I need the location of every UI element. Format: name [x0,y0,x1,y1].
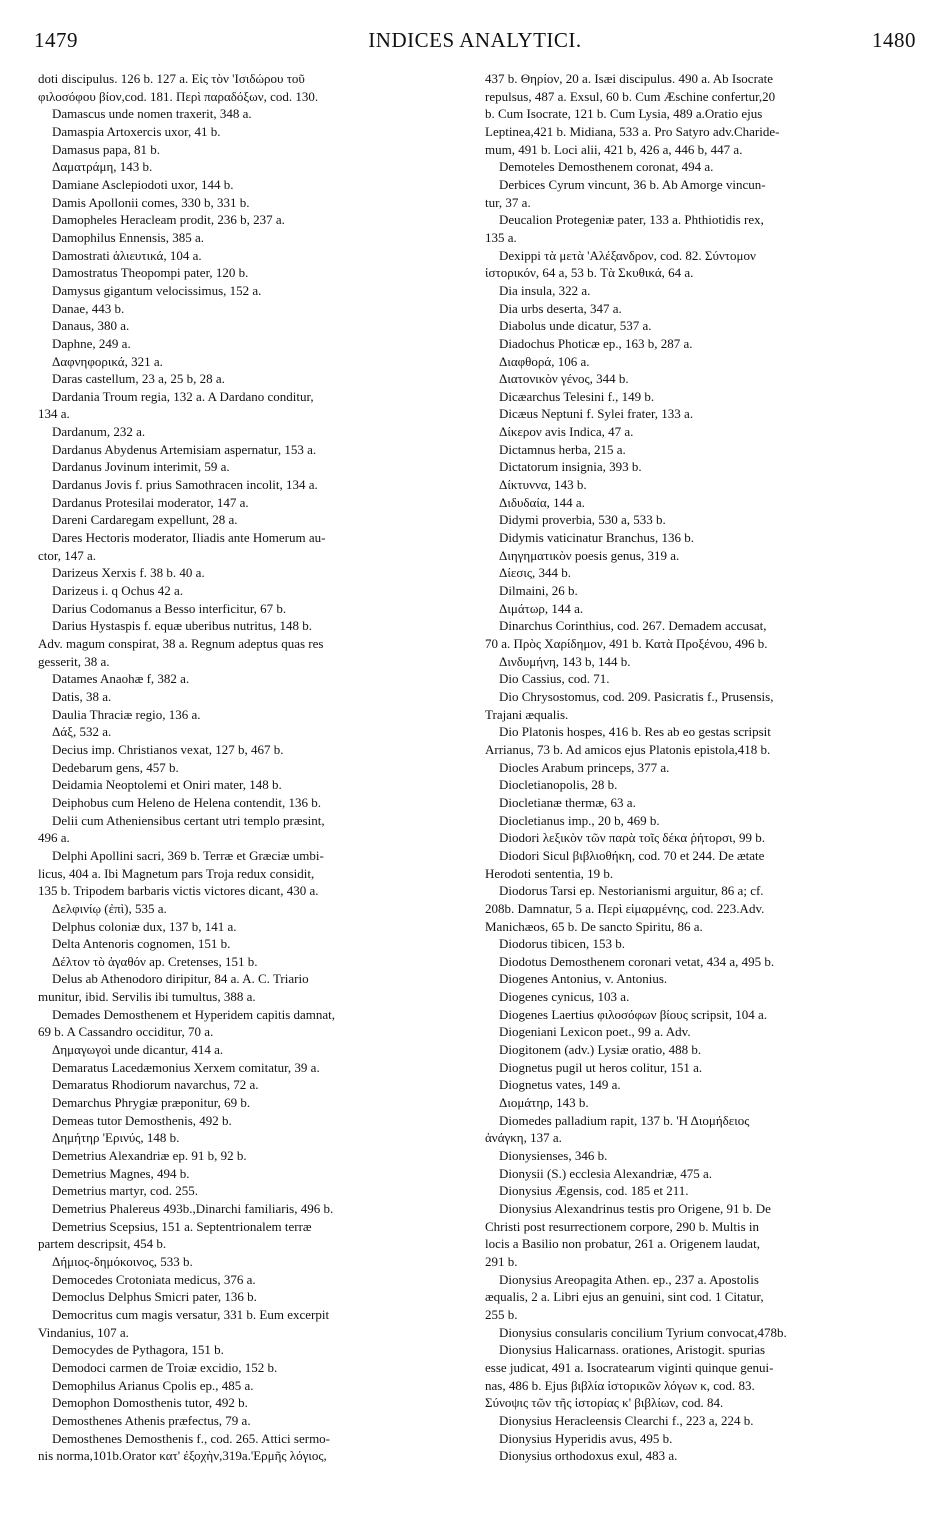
index-line: Dionysienses, 346 b. [499,1148,608,1164]
index-line: Demoteles Demosthenem coronat, 494 a. [499,159,714,175]
index-line: Diogeniani Lexicon poet., 99 a. Adv. [499,1024,691,1040]
index-line: Dicæarchus Telesini f., 149 b. [499,388,655,404]
index-line: Διατονικὸν γένος, 344 b. [499,371,629,387]
index-line: Dionysius Areopagita Athen. ep., 237 a. Apostolis [499,1271,759,1287]
index-line: Delta Antenoris cognomen, 151 b. [52,936,231,952]
index-line: Demetrius Scepsius, 151 a. Septentrionalem terræ [52,1218,312,1234]
index-line: Danaus, 380 a. [52,318,130,334]
index-line: Δίκερον avis Indica, 47 a. [499,424,634,440]
index-line: Darius Codomanus a Besso interficitur, 67 b. [52,600,287,616]
page-header [34,28,916,68]
index-line: Didymis vaticinatur Branchus, 136 b. [499,530,694,546]
index-line: Derbices Cyrum vincunt, 36 b. Ab Amorge vincun- [499,176,766,192]
index-line: æqualis, 2 a. Libri ejus an genuini, sint cod. 1 Citatur, [485,1289,764,1305]
index-line: Dardanus Protesilai moderator, 147 a. [52,494,249,510]
index-line: Datis, 38 a. [52,688,112,704]
index-line: nas, 486 b. Ejus βιβλία ἱστορικῶν λόγων κ, cod. 83. [485,1377,755,1393]
index-line: Delphi Apollini sacri, 369 b. Terræ et Græciæ umbi- [52,847,324,863]
index-line: Demaratus Rhodiorum navarchus, 72 a. [52,1077,259,1093]
index-line: Damophilus Ennensis, 385 a. [52,229,205,245]
index-line: Dedebarum gens, 457 b. [52,759,179,775]
index-line: 437 b. Θηρίον, 20 a. Isæi discipulus. 490 a. Ab Isocrate [485,71,774,86]
index-line: Δελφινίῳ (ἐπὶ), 535 a. [52,900,167,916]
index-line: esse judicat, 491 a. Isocratearum viginti quinque genui- [485,1359,774,1375]
index-line: Daphne, 249 a. [52,335,131,351]
index-line: 255 b. [485,1306,518,1322]
index-line: Decius imp. Christianos vexat, 127 b, 467 b. [52,741,284,757]
index-line: Diodori λεξικὸν τῶν παρὰ τοῖς δέκα ῥήτορσι, 99 b. [499,830,765,846]
index-line: Dionysius orthodoxus exul, 483 a. [499,1448,678,1464]
index-line: Dionysii (S.) ecclesia Alexandriæ, 475 a. [499,1165,713,1181]
index-line: Dionysius Halicarnass. orationes, Aristogit. spurias [499,1342,766,1358]
index-line: Demosthenes Athenis præfectus, 79 a. [52,1412,251,1428]
index-line: Demaratus Lacedæmonius Xerxem comitatur, 39 a. [52,1059,320,1075]
index-line: Δίεσις, 344 b. [499,565,571,581]
index-line: Christi post resurrectionem corpore, 290 b. Multis in [485,1218,760,1234]
index-line: Δημαγωγοὶ unde dicantur, 414 a. [52,1042,224,1058]
index-line: Dionysius Heracleensis Clearchi f., 223 a, 224 b. [499,1412,754,1428]
index-line: Delphus coloniæ dux, 137 b, 141 a. [52,918,237,934]
index-line: Dinarchus Corinthius, cod. 267. Demadem accusat, [499,618,767,634]
index-line: Damascus unde nomen traxerit, 348 a. [52,106,252,122]
index-line: Δίκτυννα, 143 b. [499,477,587,493]
index-line: Deiphobus cum Heleno de Helena contendit, 136 b. [52,794,321,810]
index-line: Damopheles Heracleam prodit, 236 b, 237 a. [52,212,285,228]
index-line: Delii cum Atheniensibus certant utri templo præsint, [52,812,325,828]
index-line: Democydes de Pythagora, 151 b. [52,1342,224,1358]
index-line: Demeas tutor Demosthenis, 492 b. [52,1112,232,1128]
index-line: Diocletianæ thermæ, 63 a. [499,794,636,810]
index-line: 70 a. Πρὸς Χαρίδημον, 491 b. Κατὰ Προξένου, 496 b. [485,636,768,651]
index-line: Darius Hystaspis f. equæ uberibus nutritus, 148 b. [52,618,312,634]
index-line: Demarchus Phrygiæ præponitur, 69 b. [52,1095,251,1111]
index-line: Δημήτηρ 'Ερινύς, 148 b. [52,1130,180,1146]
index-line: Darizeus Xerxis f. 38 b. 40 a. [52,565,205,581]
index-line: doti discipulus. 126 b. 127 a. Εἰς τὸν 'Ισιδώρου τοῦ [38,71,305,86]
index-line: Σύνοψις τῶν τῆς ἱστορίας κ' βιβλίων, cod. 84. [485,1395,724,1411]
index-line: Dictamnus herba, 215 a. [499,441,626,457]
page-title: INDICES ANALYTICI. [368,28,582,52]
index-line: Leptinea,421 b. Midiana, 533 a. Pro Satyro adv.Charide- [485,123,780,139]
index-line: Δάξ, 532 a. [52,724,112,740]
index-line: munitur, ibid. Servilis ibi tumultus, 388 a. [38,989,256,1005]
index-line: Δινδυμήνη, 143 b, 144 b. [499,653,631,669]
index-line: Dardania Troum regia, 132 a. A Dardano conditur, [52,388,314,404]
index-line: Δαματράμη, 143 b. [52,159,153,175]
index-line: Damasus papa, 81 b. [52,141,160,157]
index-line: 135 b. Tripodem barbaris victis victores dicant, 430 a. [38,883,319,899]
index-line: Διδυδαία, 144 a. [499,494,585,510]
index-line: gesserit, 38 a. [38,653,110,669]
index-line: Demetrius Alexandriæ ep. 91 b, 92 b. [52,1148,247,1164]
index-line: Democlus Delphus Smicri pater, 136 b. [52,1289,257,1305]
index-line: Demosthenes Demosthenis f., cod. 265. Attici sermo- [52,1430,331,1446]
index-line: Dardanum, 232 a. [52,424,146,440]
index-line: Dionysius Ægensis, cod. 185 et 211. [499,1183,689,1199]
index-line: Demophon Domosthenis tutor, 492 b. [52,1395,248,1411]
index-column-right [485,70,918,1465]
index-line: licus, 404 a. Ibi Magnetum pars Troja redux considit, [38,865,315,881]
index-line: ctor, 147 a. [38,547,96,563]
index-line: nis norma,101b.Orator κατ' ἐξοχὴν,319a.'Ερμῆς λόγιος, [38,1448,327,1464]
index-line: Diogenes cynicus, 103 a. [499,989,630,1005]
index-line: b. Cum Isocrate, 121 b. Cum Lysia, 489 a.Oratio ejus [485,106,763,122]
index-line: Diocles Arabum princeps, 377 a. [499,759,670,775]
index-line: Demetrius Phalereus 493b.,Dinarchi familiaris, 496 b. [52,1201,334,1216]
index-line: Demades Demosthenem et Hyperidem capitis damnat, [52,1006,336,1022]
index-line: Διαφθορά, 106 a. [499,353,590,369]
index-line: Diabolus unde dicatur, 537 a. [499,318,652,334]
index-line: Dio Chrysostomus, cod. 209. Pasicratis f., Prusensis, [499,688,774,704]
index-line: Dardanus Jovinum interimit, 59 a. [52,459,230,475]
index-line: Datames Anaohæ f, 382 a. [52,671,190,687]
index-line: Demetrius martyr, cod. 255. [52,1183,199,1199]
index-line: Dionysius Hyperidis avus, 495 b. [499,1430,673,1446]
index-line: Darizeus i. q Ochus 42 a. [52,583,184,599]
index-line: Deidamia Neoptolemi et Oniri mater, 148 b. [52,777,282,793]
index-line: Manichæos, 65 b. De sancto Spiritu, 86 a. [485,918,703,934]
index-line: Damaspia Artoxercis uxor, 41 b. [52,123,221,139]
index-line: Democedes Crotoniata medicus, 376 a. [52,1271,256,1287]
index-line: Diognetus vates, 149 a. [499,1077,621,1093]
index-line: Damysus gigantum velocissimus, 152 a. [52,282,262,298]
index-line: Adv. magum conspirat, 38 a. Regnum adeptus quas res [38,636,324,651]
index-line: Dictatorum insignia, 393 b. [499,459,642,475]
index-line: Vindanius, 107 a. [38,1324,129,1340]
index-line: Democritus cum magis versatur, 331 b. Eum excerpit [52,1306,330,1322]
index-line: Diocletianus imp., 20 b, 469 b. [499,812,660,828]
index-line: Damostratus Theopompi pater, 120 b. [52,265,249,281]
index-line: Delus ab Athenodoro diripitur, 84 a. A. C. Triario [52,971,309,987]
index-line: Demodoci carmen de Troiæ excidio, 152 b. [52,1359,278,1375]
index-line: Diogitonem (adv.) Lysiæ oratio, 488 b. [499,1042,702,1058]
index-line: Dicæus Neptuni f. Sylei frater, 133 a. [499,406,694,422]
index-line: Diadochus Photicæ ep., 163 b, 287 a. [499,335,693,351]
index-line: Didymi proverbia, 530 a, 533 b. [499,512,666,528]
index-line: Arrianus, 73 b. Ad amicos ejus Platonis epistola,418 b. [485,741,771,757]
index-line: ἀνάγκη, 137 a. [485,1130,562,1146]
index-line: partem descripsit, 454 b. [38,1236,167,1252]
page-number-right: 1480 [872,28,916,52]
index-line: Damis Apollonii comes, 330 b, 331 b. [52,194,250,210]
index-line: Διμάτωρ, 144 a. [499,600,584,616]
index-line: Dardanus Abydenus Artemisiam aspernatur, 153 a. [52,441,317,457]
index-line: Danae, 443 b. [52,300,125,316]
index-line: Diogenes Laertius φιλοσόφων βίους scripsit, 104 a. [499,1006,767,1022]
index-line: Trajani æqualis. [485,706,569,722]
index-line: mum, 491 b. Loci alii, 421 b, 426 a, 446 b, 447 a. [485,141,743,157]
index-line: 291 b. [485,1253,518,1269]
index-line: Dilmaini, 26 b. [499,583,578,599]
index-line: Dia insula, 322 a. [499,282,591,298]
index-line: Dio Platonis hospes, 416 b. Res ab eo gestas scripsit [499,724,771,740]
index-line: 134 a. [38,406,70,422]
index-line: Dareni Cardaregam expellunt, 28 a. [52,512,238,528]
index-line: Dio Cassius, cod. 71. [499,671,610,687]
index-line: Διηγηματικὸν poesis genus, 319 a. [499,547,680,563]
index-line: locis a Basilio non probatur, 261 a. Origenem laudat, [485,1236,760,1252]
index-line: Diodori Sicul βιβλιοθήκη, cod. 70 et 244. De ætate [499,847,765,863]
index-line: tur, 37 a. [485,194,531,210]
index-line: 135 a. [485,229,517,245]
page-number-left: 1479 [34,28,78,52]
index-line: Herodoti sententia, 19 b. [485,865,614,881]
index-line: Dia urbs deserta, 347 a. [499,300,622,316]
index-line: Daras castellum, 23 a, 25 b, 28 a. [52,371,225,387]
index-line: repulsus, 487 a. Exsul, 60 b. Cum Æschine confertur,20 [485,88,776,104]
index-line: Diodorus tibicen, 153 b. [499,936,626,952]
index-line: Dionysius Alexandrinus testis pro Origene, 91 b. De [499,1201,771,1216]
index-line: Dares Hectoris moderator, Iliadis ante Homerum au- [52,530,326,546]
index-line: Deucalion Protegeniæ pater, 133 a. Phthiotidis rex, [499,212,764,228]
index-line: Diomedes palladium rapit, 137 b. 'Η Διομήδειος [499,1112,750,1128]
index-line: 69 b. A Cassandro occiditur, 70 a. [38,1024,214,1040]
index-line: φιλοσόφου βίον,cod. 181. Περὶ παραδόξων, cod. 130. [38,88,319,104]
index-line: Διομάτηρ, 143 b. [499,1095,589,1111]
index-line: Δέλτον τὸ ἀγαθόν ap. Cretenses, 151 b. [52,953,258,969]
index-line: Dexippi τὰ μετὰ 'Αλέξανδρον, cod. 82. Σύντομον [499,247,756,263]
index-line: Δήμιος-δημόκοινος, 533 b. [52,1253,193,1269]
index-line: Diogenes Antonius, v. Antonius. [499,971,668,987]
index-line: Damiane Asclepiodoti uxor, 144 b. [52,176,234,192]
index-line: Dionysius consularis concilium Tyrium convocat,478b. [499,1324,787,1340]
index-column-left [38,70,471,1465]
index-line: Daulia Thraciæ regio, 136 a. [52,706,201,722]
index-line: Damostrati ἁλιευτικά, 104 a. [52,247,202,263]
index-line: Diodorus Tarsi ep. Nestorianismi arguitur, 86 a; cf. [499,883,764,899]
index-line: 496 a. [38,830,70,846]
index-line: Diocletianopolis, 28 b. [499,777,618,793]
index-line: Diodotus Demosthenem coronari vetat, 434 a, 495 b. [499,953,775,969]
index-line: Diognetus pugil ut heros colitur, 151 a. [499,1059,703,1075]
index-line: ἱστορικόν, 64 a, 53 b. Τὰ Σκυθικά, 64 a. [485,265,694,281]
index-line: Demophilus Arianus Cpolis ep., 485 a. [52,1377,254,1393]
index-line: Demetrius Magnes, 494 b. [52,1165,190,1181]
index-line: Δαφνηφορικά, 321 a. [52,353,163,369]
index-line: 208b. Damnatur, 5 a. Περὶ εἱμαρμένης, cod. 223.Adv. [485,900,765,916]
index-line: Dardanus Jovis f. prius Samothracen incolit, 134 a. [52,477,318,493]
